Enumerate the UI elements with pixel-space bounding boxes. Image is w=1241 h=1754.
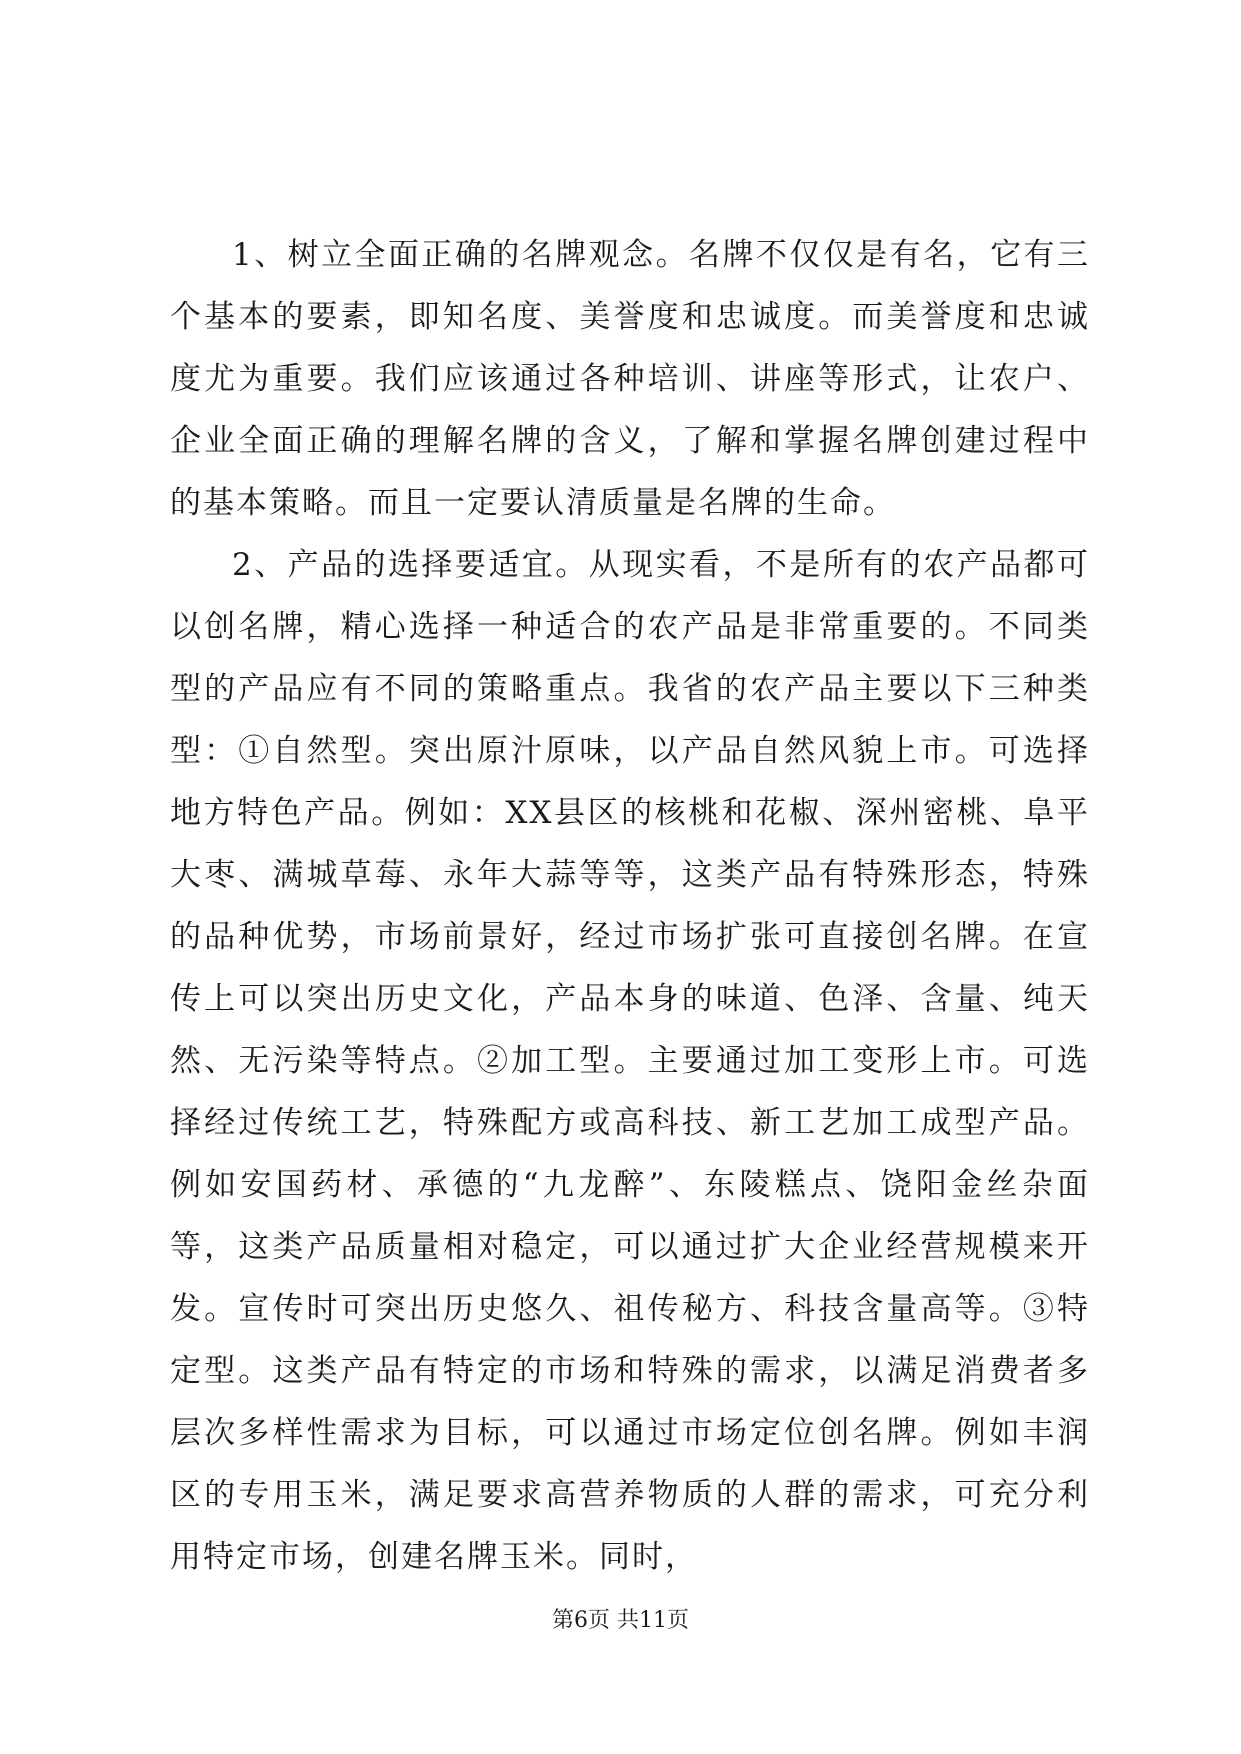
document-body (170, 224, 1090, 1588)
page-footer: 第6页 共11页 (552, 1608, 689, 1633)
paragraph-2: 2、产品的选择要适宜。从现实看，不是所有的农产品都可以创名牌，精心选择一种适合的农产品是非常重要的。不同类型的产品应有不同的策略重点。我省的农产品主要以下三种类型：①自然型。突出原汁原味，以产品自然风貌上市。可选择地方特色产品。例如：XX县区的核桃和花椒、深州密桃、阜平大枣、满城草莓、永年大蒜等等，这类产品有特殊形态，特殊的品种优势，市场前景好，经过市场扩张可直接创名牌。在宣传上可以突出历史文化，产品本身的味道、色泽、含量、纯天然、无污染等特点。②加工型。主要通过加工变形上市。可选择经过传统工艺，特殊配方或高科技、新工艺加工成型产品。例如安国药材、承德的“九龙醉”、东陵糕点、饶阳金丝杂面等，这类产品质量相对稳定，可以通过扩大企业经营规模来开发。宣传时可突出历史悠久、祖传秘方、科技含量高等。③特定型。这类产品有特定的市场和特殊的需求，以满足消费者多层次多样性需求为目标，可以通过市场定位创名牌。例如丰润区的专用玉米，满足要求高营养物质的人群的需求，可充分利用特定市场，创建名牌玉米。同时， (170, 547, 1090, 1575)
paragraph-1: 1、树立全面正确的名牌观念。名牌不仅仅是有名，它有三个基本的要素，即知名度、美誉度和忠诚度。而美誉度和忠诚度尤为重要。我们应该通过各种培训、讲座等形式，让农户、企业全面正确的理解名牌的含义，了解和掌握名牌创建过程中的基本策略。而且一定要认清质量是名牌的生命。 (170, 237, 1090, 521)
